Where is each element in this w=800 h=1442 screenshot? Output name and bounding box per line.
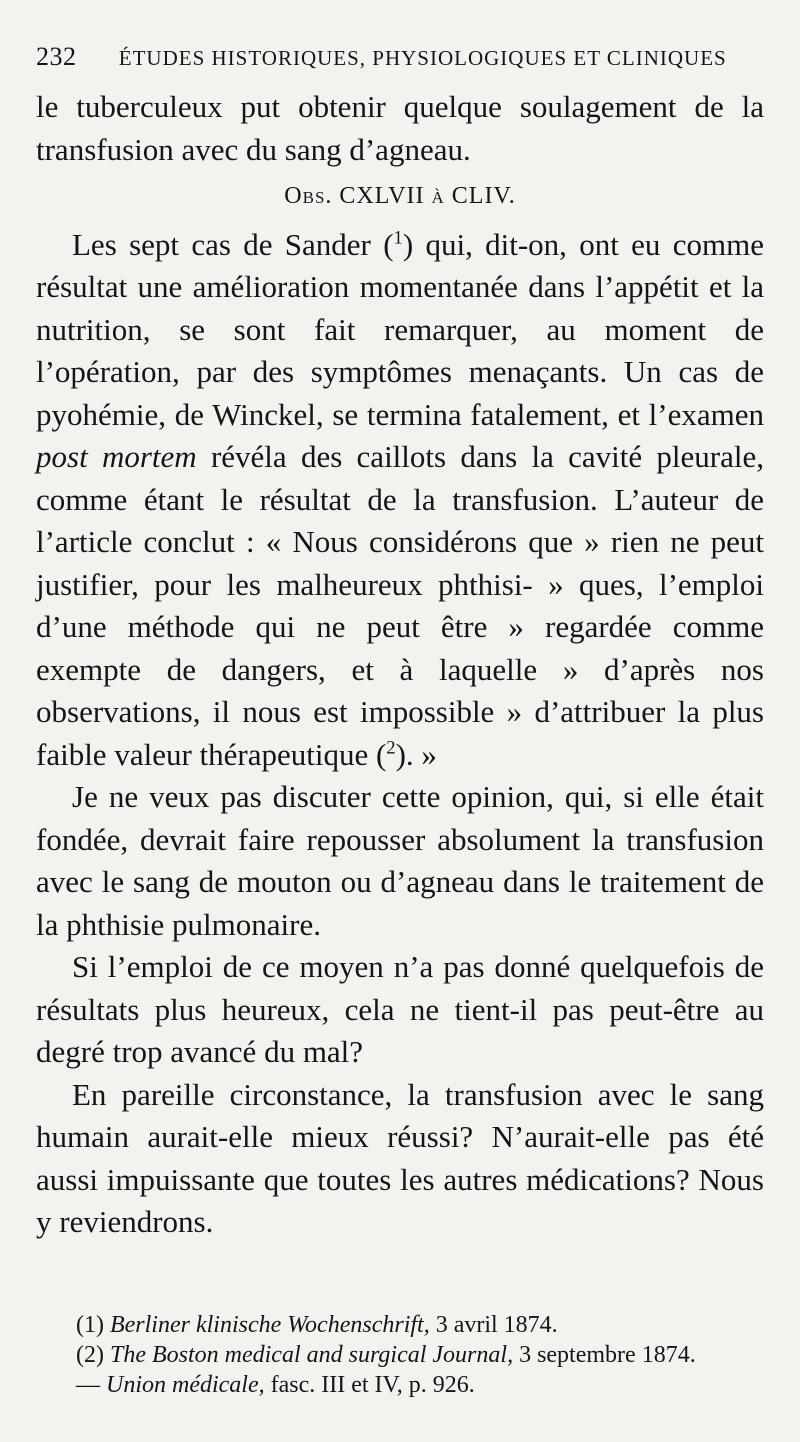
running-header <box>36 42 766 72</box>
paragraph-sander <box>36 224 764 777</box>
paragraph-question: Si l’emploi de ce moyen n’a pas donné quelquefois de résultats plus heureux, cela ne tient-il pas peut-être au degré trop avancé du mal? <box>36 949 764 1069</box>
footnotes <box>76 1310 776 1400</box>
text-run: Les sept cas de Sander ( <box>72 226 394 262</box>
footnote-mark: (2) <box>76 1342 104 1368</box>
footnote-mark: (1) <box>76 1312 104 1338</box>
footnote-ref: fasc. III et IV, p. 926. <box>264 1372 475 1398</box>
footnote-source: Berliner klinische Wochenschrift, <box>109 1312 430 1338</box>
text-run: ). » <box>395 736 437 772</box>
footnote-ref-2: 2 <box>386 737 396 759</box>
observation-heading: Obs. CXLVII à CLIV. <box>284 183 516 209</box>
page-number: 232 <box>36 42 77 71</box>
footnote-source: The Boston medical and surgical Journal, <box>109 1342 514 1368</box>
paragraph-opinion: Je ne veux pas discuter cette opinion, qui, si elle était fondée, devrait faire repousser absolument la transfusion avec le sang de mouton ou d’agneau dans le traitement de la phthisie pulmonaire. <box>36 779 764 942</box>
paragraph-continued: le tuberculeux put obtenir quelque soulagement de la transfusion avec du sang d’agneau. <box>36 89 764 167</box>
italic-text: post mortem <box>36 439 197 474</box>
page-body <box>36 86 764 1244</box>
footnote-2 <box>76 1340 776 1370</box>
running-title: ÉTUDES HISTORIQUES, PHYSIOLOGIQUES ET CLINIQUES <box>118 46 727 70</box>
footnote-3 <box>76 1370 776 1400</box>
text-run: ) qui, dit-on, ont eu comme résultat une amélioration momentanée dans l’appétit et la nutrition, se sont fait remarquer, au moment de l’opération, par des symptômes menaçants. Un cas de pyohémie, de Winckel, se termina fatalement, et l’examen <box>36 226 764 432</box>
text-run: révéla des caillots dans la cavité pleurale, comme étant le résultat de la transfusion. L’auteur de l’article conclut : « Nous considérons que » rien ne peut justifier, pour les malheureux phthisi- » ques, l’emploi d’une méthode qui ne peut être » regardée comme exempte de dangers, et à laquelle » d’après nos observations, il nous est impossible » d’attribuer la plus faible valeur thérapeutique ( <box>36 439 764 772</box>
footnote-source: Union médicale, <box>106 1372 265 1398</box>
footnote-date: 3 avril 1874. <box>429 1312 558 1338</box>
footnote-1 <box>76 1310 776 1340</box>
footnote-dash: — <box>76 1372 106 1398</box>
footnote-ref-1: 1 <box>393 227 403 249</box>
footnote-date: 3 septembre 1874. <box>513 1342 696 1368</box>
paragraph-human-blood: En pareille circonstance, la transfusion avec le sang humain aurait-elle mieux réussi? N’aurait-elle pas été aussi impuissante que toutes les autres médications? Nous y reviendrons. <box>36 1076 764 1239</box>
